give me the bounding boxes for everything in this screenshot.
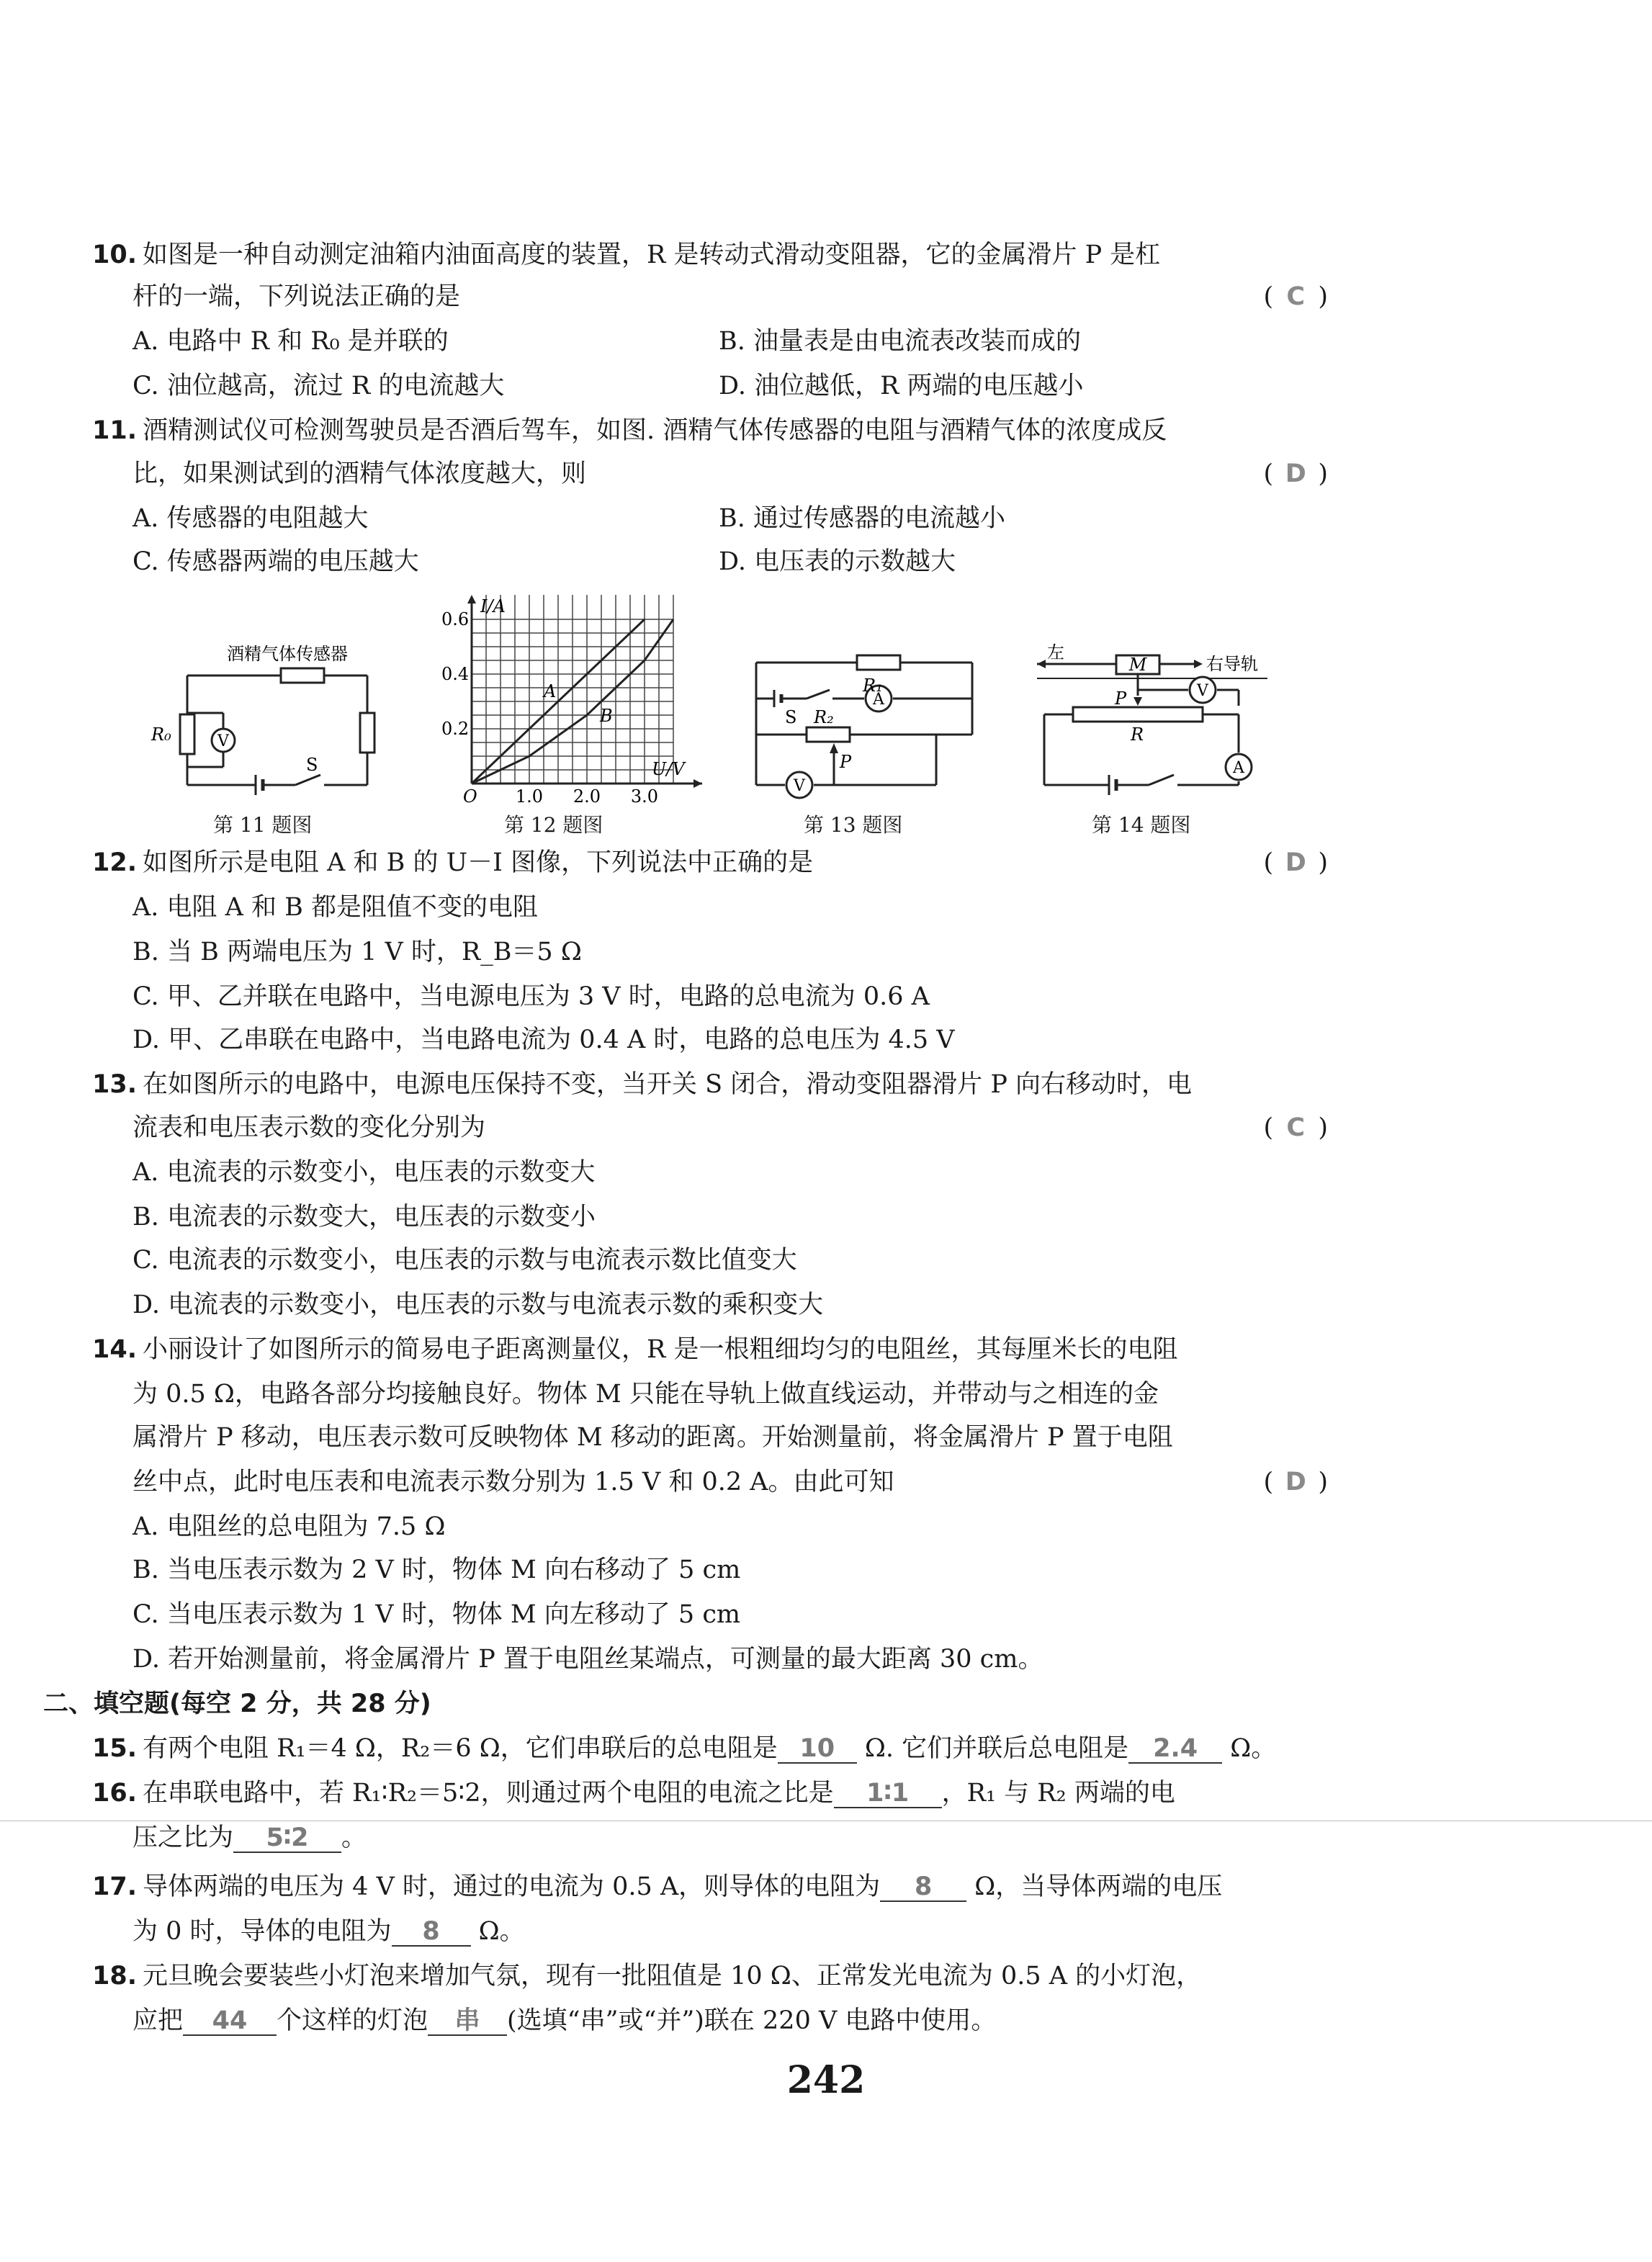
fig12-xtick: 1.0 — [515, 786, 544, 805]
q15-text-c: Ω。 — [1222, 1734, 1277, 1763]
q11-answer: D — [1285, 459, 1306, 488]
q18-line2 — [133, 2005, 996, 2037]
q14-line3: 属滑片 P 移动，电压表示数可反映物体 M 移动的距离。开始测量前，将金属滑片 P 置于电阻 — [133, 1423, 1173, 1452]
fig12-ytick: 0.2 — [441, 719, 470, 739]
fig11-r0-resistor — [180, 714, 194, 754]
fig11-r0-label: R₀ — [151, 724, 171, 745]
page-number: 242 — [786, 2058, 866, 2102]
q13-option-d: D. 电流表的示数变小，电压表的示数与电流表示数的乘积变大 — [133, 1291, 824, 1319]
fig11-v-label: V — [217, 732, 229, 750]
fig11-caption: 第 11 题图 — [213, 813, 313, 837]
q13-line1 — [92, 1069, 1192, 1100]
fig14-m-label: M — [1128, 655, 1147, 675]
q14-option-a: A. 电阻丝的总电阻为 7.5 Ω — [133, 1512, 446, 1541]
q14-answer: D — [1285, 1468, 1306, 1496]
q15-blank-1: 10 — [778, 1735, 857, 1764]
fig12-ytick: 0.6 — [441, 609, 470, 629]
fig12-chart — [436, 589, 709, 805]
q18-blank-2: 串 — [428, 2007, 507, 2036]
fig13-slider-arrow — [830, 743, 838, 753]
fig13-p-label: P — [840, 752, 852, 772]
q18-line1 — [92, 1960, 1201, 1992]
fig12-xtick: 3.0 — [630, 786, 659, 805]
q13-text2: 流表和电压表示数的变化分别为 — [133, 1113, 486, 1142]
fig14-right-arrow — [1194, 660, 1203, 668]
fig13-r1-label: R₁ — [863, 676, 883, 696]
fig12-xlabel: U/V — [652, 759, 685, 779]
q16-text-c: 压之比为 — [133, 1823, 234, 1852]
q14-line4 — [133, 1466, 1328, 1498]
q10-option-b: B. 油量表是由电流表改装而成的 — [719, 327, 1081, 356]
q17-text-a: 导体两端的电压为 4 V 时，通过的电流为 0.5 A，则导体的电阻为 — [143, 1872, 881, 1901]
fig13-a-label: A — [873, 691, 884, 709]
q12-option-d: D. 甲、乙串联在电路中，当电路电流为 0.4 A 时，电路的总电压为 4.5 V — [133, 1025, 955, 1054]
q12-line1 — [92, 847, 1328, 879]
q11-option-a: A. 传感器的电阻越大 — [133, 504, 369, 533]
fig12-label-b: B — [600, 706, 613, 726]
fig11-sensor-resistor — [281, 668, 324, 683]
q10-option-a: A. 电路中 R 和 R₀ 是并联的 — [133, 327, 449, 356]
q14-line2: 为 0.5 Ω，电路各部分均接触良好。物体 M 只能在导轨上做直线运动，并带动与之相连的金 — [133, 1380, 1159, 1409]
q18-number: 18. — [92, 1962, 138, 1991]
q12-answer: D — [1285, 848, 1306, 877]
q16-blank-2: 5∶2 — [233, 1824, 341, 1853]
q11-line1 — [92, 415, 1167, 446]
q16-line2 — [133, 1822, 367, 1854]
q17-line2 — [133, 1916, 525, 1947]
fig13-caption: 第 13 题图 — [804, 813, 903, 837]
fig11-r0-right — [360, 713, 374, 753]
q16-text-a: 在串联电路中，若 R₁∶R₂＝5∶2，则通过两个电阻的电流之比是 — [143, 1779, 834, 1808]
q17-blank-1: 8 — [880, 1873, 966, 1902]
q16-number: 16. — [92, 1779, 138, 1808]
q13-number: 13. — [92, 1070, 138, 1099]
fig14-a-label: A — [1233, 759, 1244, 777]
q12-text1: 如图所示是电阻 A 和 B 的 U－I 图像，下列说法中正确的是 — [143, 848, 814, 877]
q14-line1 — [92, 1334, 1178, 1365]
q15-blank-2: 2.4 — [1128, 1735, 1222, 1764]
fig12-label-a: A — [544, 681, 557, 701]
fig11-circuit — [144, 634, 389, 807]
fig14-r-label: R — [1131, 724, 1144, 745]
q18-blank-1: 44 — [183, 2007, 277, 2036]
fig12-ylabel: I/A — [480, 596, 506, 616]
fig14-p-label: P — [1115, 688, 1127, 709]
q13-option-b: B. 电流表的示数变大，电压表的示数变小 — [133, 1203, 596, 1231]
q16-line1 — [92, 1777, 1175, 1809]
q16-blank-1: 1∶1 — [834, 1779, 942, 1808]
q18-text-c: 个这样的灯泡 — [277, 2006, 428, 2035]
q14-option-c: C. 当电压表示数为 1 V 时，物体 M 向左移动了 5 cm — [133, 1600, 741, 1629]
fig13-s-label: S — [785, 707, 797, 727]
q15-text-a: 有两个电阻 R₁＝4 Ω，R₂＝6 Ω，它们串联后的总电阻是 — [143, 1734, 778, 1763]
q10-text2: 杆的一端，下列说法正确的是 — [133, 282, 461, 311]
q12-option-c: C. 甲、乙并联在电路中，当电源电压为 3 V 时，电路的总电流为 0.6 A — [133, 982, 930, 1011]
q17-text-b: Ω，当导体两端的电压 — [966, 1872, 1223, 1901]
q12-option-b: B. 当 B 两端电压为 1 V 时，R_B＝5 Ω — [133, 938, 582, 966]
fig12-x-arrow — [693, 779, 702, 788]
q18-text-d: (选填“串”或“并”)联在 220 V 电路中使用。 — [507, 2006, 997, 2035]
q11-answer-paren: ( D ) — [1263, 459, 1328, 488]
fig12-ytick: 0.4 — [441, 664, 470, 684]
fig13-r2-label: R₂ — [814, 707, 834, 727]
q12-option-a: A. 电阻 A 和 B 都是阻值不变的电阻 — [133, 893, 539, 922]
q15-text-b: Ω. 它们并联后总电阻是 — [856, 1734, 1129, 1763]
q14-text1: 小丽设计了如图所示的简易电子距离测量仪，R 是一根粗细均匀的电阻丝，其每厘米长的电阻 — [143, 1335, 1178, 1364]
q17-blank-2: 8 — [392, 1918, 471, 1947]
fig11-s-label: S — [306, 755, 318, 775]
fig14-right-label: 右导轨 — [1206, 654, 1258, 674]
fig14-circuit — [1030, 634, 1275, 807]
q18-text-b: 应把 — [133, 2006, 184, 2035]
q17-text-c: 为 0 时，导体的电阻为 — [133, 1917, 392, 1946]
q11-option-c: C. 传感器两端的电压越大 — [133, 547, 419, 576]
q14-number: 14. — [92, 1335, 138, 1364]
q10-option-c: C. 油位越高，流过 R 的电流越大 — [133, 372, 505, 400]
fig14-slider-arrow — [1133, 697, 1142, 706]
fig14-caption: 第 14 题图 — [1092, 813, 1191, 837]
q11-text1: 酒精测试仪可检测驾驶员是否酒后驾车，如图. 酒精气体传感器的电阻与酒精气体的浓度成反 — [143, 416, 1167, 445]
q17-text-d: Ω。 — [470, 1917, 525, 1946]
q15-line — [92, 1733, 1276, 1764]
q12-answer-paren: ( D ) — [1263, 848, 1328, 877]
q13-option-a: A. 电流表的示数变小，电压表的示数变大 — [133, 1158, 596, 1187]
q13-option-c: C. 电流表的示数变小，电压表的示数与电流表示数比值变大 — [133, 1246, 797, 1275]
q10-answer-paren: ( C ) — [1263, 282, 1328, 311]
q14-answer-paren: ( D ) — [1263, 1468, 1328, 1496]
q16-text-d: 。 — [341, 1823, 367, 1852]
q13-answer-paren: ( C ) — [1263, 1113, 1328, 1142]
q11-line2 — [133, 458, 1328, 490]
fig12-xtick: 2.0 — [573, 786, 601, 805]
fig12-y-arrow — [467, 595, 476, 603]
q10-answer: C — [1286, 282, 1306, 311]
fig13-circuit — [742, 634, 1001, 807]
q12-number: 12. — [92, 848, 138, 877]
q15-number: 15. — [92, 1734, 138, 1763]
q13-line2 — [133, 1112, 1328, 1144]
q13-answer: C — [1286, 1113, 1306, 1142]
q18-text-a: 元旦晚会要装些小灯泡来增加气氛，现有一批阻值是 10 Ω、正常发光电流为 0.5 A 的小灯泡， — [143, 1962, 1202, 1991]
fig13-v-label: V — [794, 777, 805, 795]
fig14-left-label: 左 — [1047, 642, 1064, 663]
q17-line1 — [92, 1871, 1222, 1903]
q14-option-b: B. 当电压表示数为 2 V 时，物体 M 向右移动了 5 cm — [133, 1556, 741, 1584]
q17-number: 17. — [92, 1872, 138, 1901]
q11-option-b: B. 通过传感器的电流越小 — [719, 504, 1005, 533]
fig14-v-label: V — [1197, 682, 1208, 700]
q14-option-d: D. 若开始测量前，将金属滑片 P 置于电阻丝某端点，可测量的最大距离 30 cm。 — [133, 1645, 1043, 1674]
q16-text-b: ，R₁ 与 R₂ 两端的电 — [941, 1779, 1175, 1808]
fig12-caption: 第 12 题图 — [504, 813, 603, 837]
q11-text2: 比，如果测试到的酒精气体浓度越大，则 — [133, 459, 587, 488]
q14-text4: 丝中点，此时电压表和电流表示数分别为 1.5 V 和 0.2 A。由此可知 — [133, 1468, 894, 1496]
q10-option-d: D. 油位越低，R 两端的电压越小 — [719, 372, 1084, 400]
q10-text1: 如图是一种自动测定油箱内油面高度的装置，R 是转动式滑动变阻器，它的金属滑片 P 是杠 — [143, 241, 1161, 269]
q11-option-d: D. 电压表的示数越大 — [719, 547, 956, 576]
fig14-left-arrow — [1037, 660, 1046, 668]
q10-line2 — [133, 281, 1328, 313]
q10-line1 — [92, 239, 1160, 271]
fig11-sensor-label: 酒精气体传感器 — [227, 644, 348, 664]
q10-number: 10. — [92, 241, 138, 269]
q11-number: 11. — [92, 416, 138, 445]
q13-text1: 在如图所示的电路中，电源电压保持不变，当开关 S 闭合，滑动变阻器滑片 P 向右移动时，电 — [143, 1070, 1193, 1099]
section-fill-in-heading: 二、填空题(每空 2 分，共 28 分) — [43, 1689, 431, 1718]
fig12-origin: O — [463, 786, 477, 805]
